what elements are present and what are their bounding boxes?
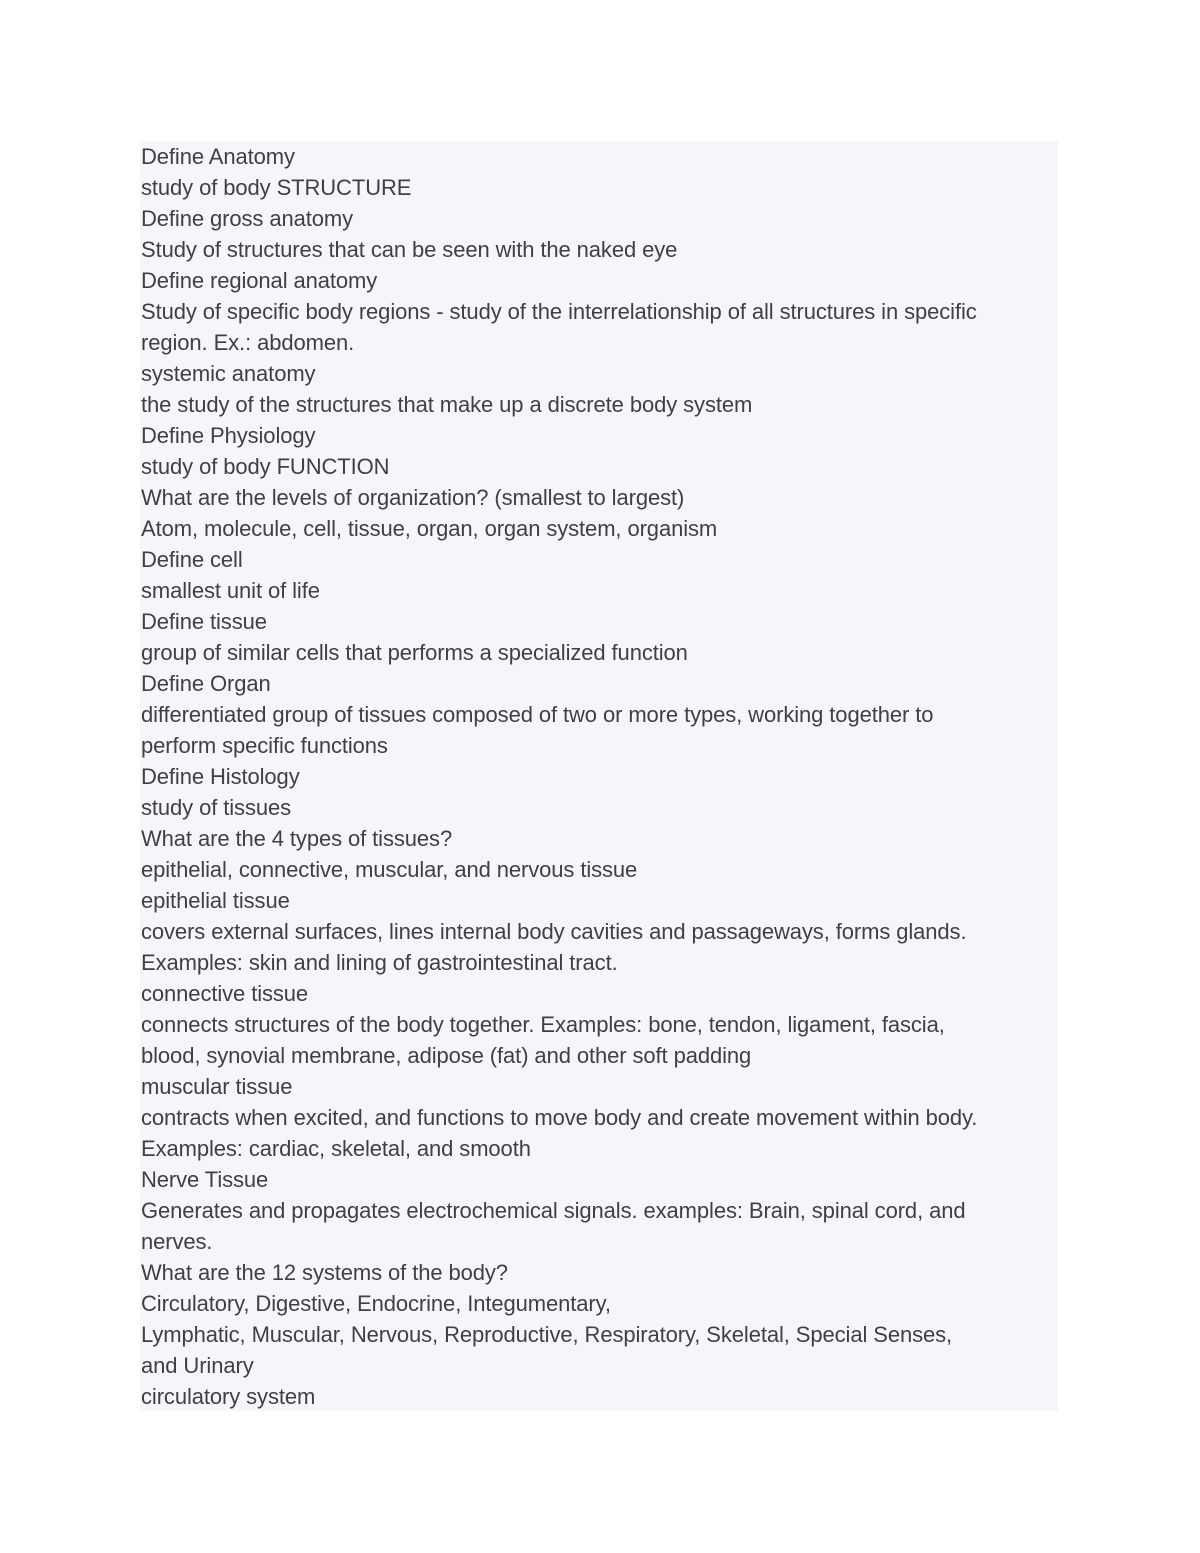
text-line: epithelial tissue xyxy=(141,888,290,913)
text-line: What are the 12 systems of the body? xyxy=(141,1260,508,1285)
text-line: region. Ex.: abdomen. xyxy=(141,330,355,355)
text-line: study of body STRUCTURE xyxy=(141,175,412,200)
text-line: Define Histology xyxy=(141,764,300,789)
text-line: Atom, molecule, cell, tissue, organ, organ system, organism xyxy=(141,516,718,541)
text-line: Define gross anatomy xyxy=(141,206,353,231)
text-line: Study of structures that can be seen with the naked eye xyxy=(141,237,678,262)
text-line: nerves. xyxy=(141,1229,213,1254)
text-line: What are the 4 types of tissues? xyxy=(141,826,453,851)
text-line: differentiated group of tissues composed of two or more types, working together to xyxy=(141,702,934,727)
text-line: Examples: skin and lining of gastrointestinal tract. xyxy=(141,950,618,975)
text-line: Nerve Tissue xyxy=(141,1167,269,1192)
text-line: study of body FUNCTION xyxy=(141,454,390,479)
text-line: epithelial, connective, muscular, and nervous tissue xyxy=(141,857,638,882)
text-line: Define cell xyxy=(141,547,243,572)
text-line: What are the levels of organization? (smallest to largest) xyxy=(141,485,685,510)
text-line: blood, synovial membrane, adipose (fat) and other soft padding xyxy=(141,1043,752,1068)
text-line: connective tissue xyxy=(141,981,309,1006)
text-line: covers external surfaces, lines internal body cavities and passageways, forms glands. xyxy=(141,919,967,944)
text-line: the study of the structures that make up a discrete body system xyxy=(141,392,753,417)
text-line: perform specific functions xyxy=(141,733,388,758)
flashcard-text-block xyxy=(140,141,1058,1411)
text-line: Define Anatomy xyxy=(141,144,295,169)
text-line: group of similar cells that performs a specialized function xyxy=(141,640,688,665)
text-line: Define tissue xyxy=(141,609,267,634)
text-line: Lymphatic, Muscular, Nervous, Reproductive, Respiratory, Skeletal, Special Senses, xyxy=(141,1322,953,1347)
text-line: Generates and propagates electrochemical signals. examples: Brain, spinal cord, and xyxy=(141,1198,966,1223)
text-line: connects structures of the body together. Examples: bone, tendon, ligament, fascia, xyxy=(141,1012,945,1037)
text-line: systemic anatomy xyxy=(141,361,316,386)
text-line: Define Organ xyxy=(141,671,271,696)
text-line: muscular tissue xyxy=(141,1074,293,1099)
text-line: Circulatory, Digestive, Endocrine, Integumentary, xyxy=(141,1291,611,1316)
text-line: study of tissues xyxy=(141,795,292,820)
text-line: circulatory system xyxy=(141,1384,316,1409)
text-line: Define Physiology xyxy=(141,423,316,448)
text-line: smallest unit of life xyxy=(141,578,320,603)
text-line: contracts when excited, and functions to move body and create movement within body. xyxy=(141,1105,978,1130)
text-line: Examples: cardiac, skeletal, and smooth xyxy=(141,1136,531,1161)
text-line: and Urinary xyxy=(141,1353,254,1378)
text-line: Define regional anatomy xyxy=(141,268,378,293)
text-line: Study of specific body regions - study of the interrelationship of all structures in specific xyxy=(141,299,977,324)
